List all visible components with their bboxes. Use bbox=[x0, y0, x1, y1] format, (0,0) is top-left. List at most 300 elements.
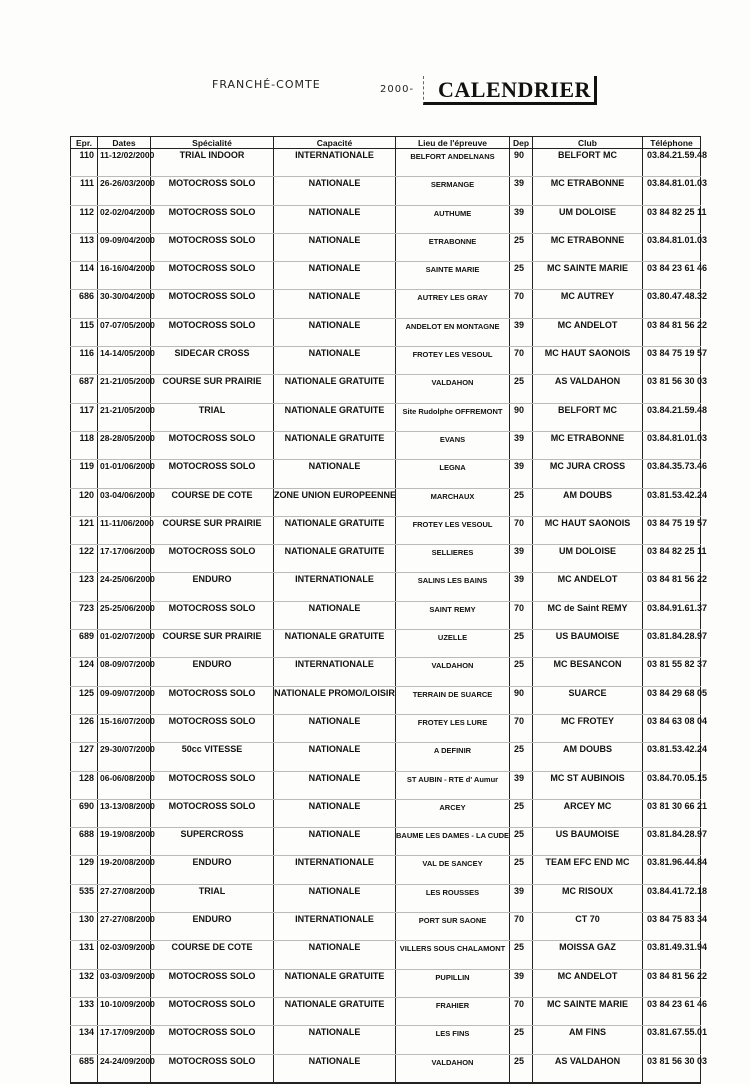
cell-dep: 70 bbox=[510, 290, 533, 318]
cell-specialite: 50cc VITESSE bbox=[151, 743, 274, 771]
cell-epr: 687 bbox=[71, 375, 98, 403]
cell-telephone: 03.81.96.44.84 bbox=[643, 856, 701, 884]
cell-lieu: FROTEY LES LURE bbox=[396, 714, 510, 742]
cell-club: BELFORT MC bbox=[533, 149, 643, 177]
cell-dates: 27-27/08/2000 bbox=[98, 913, 151, 941]
cell-specialite: MOTOCROSS SOLO bbox=[151, 771, 274, 799]
cell-lieu: PORT SUR SAONE bbox=[396, 913, 510, 941]
table-row bbox=[71, 347, 701, 375]
cell-telephone: 03.81.67.55.01 bbox=[643, 1026, 701, 1054]
cell-specialite: COURSE SUR PRAIRIE bbox=[151, 375, 274, 403]
cell-telephone: 03 84 29 68 05 bbox=[643, 686, 701, 714]
cell-epr: 120 bbox=[71, 488, 98, 516]
cell-specialite: MOTOCROSS SOLO bbox=[151, 262, 274, 290]
cell-capacite: NATIONALE bbox=[274, 347, 396, 375]
cell-lieu: MARCHAUX bbox=[396, 488, 510, 516]
cell-dep: 70 bbox=[510, 997, 533, 1025]
cell-specialite: COURSE SUR PRAIRIE bbox=[151, 516, 274, 544]
cell-dates: 08-09/07/2000 bbox=[98, 658, 151, 686]
cell-dep: 39 bbox=[510, 177, 533, 205]
cell-telephone: 03 84 81 56 22 bbox=[643, 969, 701, 997]
cell-specialite: MOTOCROSS SOLO bbox=[151, 997, 274, 1025]
table-row bbox=[71, 884, 701, 912]
cell-capacite: NATIONALE bbox=[274, 1054, 396, 1083]
cell-dep: 70 bbox=[510, 601, 533, 629]
cell-capacite: NATIONALE bbox=[274, 233, 396, 261]
table-header-row bbox=[71, 137, 701, 149]
cell-telephone: 03 84 75 83 34 bbox=[643, 913, 701, 941]
cell-epr: 685 bbox=[71, 1054, 98, 1083]
cell-dates: 19-20/08/2000 bbox=[98, 856, 151, 884]
cell-dep: 70 bbox=[510, 913, 533, 941]
col-header-epr: Epr. bbox=[71, 137, 98, 149]
cell-dep: 90 bbox=[510, 149, 533, 177]
cell-lieu: SERMANGE bbox=[396, 177, 510, 205]
cell-club: MC SAINTE MARIE bbox=[533, 262, 643, 290]
cell-telephone: 03 84 81 56 22 bbox=[643, 573, 701, 601]
page-title: CALENDRIER bbox=[438, 77, 591, 102]
cell-capacite: INTERNATIONALE bbox=[274, 149, 396, 177]
cell-lieu: BELFORT ANDELNANS bbox=[396, 149, 510, 177]
cell-epr: 110 bbox=[71, 149, 98, 177]
cell-capacite: NATIONALE bbox=[274, 318, 396, 346]
calendar-table bbox=[70, 136, 708, 1084]
cell-capacite: NATIONALE bbox=[274, 177, 396, 205]
cell-telephone: 03 81 56 30 03 bbox=[643, 1054, 701, 1083]
cell-club: UM DOLOISE bbox=[533, 205, 643, 233]
cell-dep: 39 bbox=[510, 884, 533, 912]
cell-specialite: MOTOCROSS SOLO bbox=[151, 686, 274, 714]
cell-dates: 17-17/09/2000 bbox=[98, 1026, 151, 1054]
cell-epr: 690 bbox=[71, 799, 98, 827]
cell-capacite: NATIONALE bbox=[274, 714, 396, 742]
cell-dep: 39 bbox=[510, 969, 533, 997]
cell-capacite: NATIONALE bbox=[274, 884, 396, 912]
table-row bbox=[71, 601, 701, 629]
cell-club: BELFORT MC bbox=[533, 403, 643, 431]
table-row bbox=[71, 545, 701, 573]
cell-specialite: ENDURO bbox=[151, 573, 274, 601]
cell-capacite: NATIONALE bbox=[274, 1026, 396, 1054]
col-header-capacite: Capacité bbox=[274, 137, 396, 149]
cell-capacite: NATIONALE bbox=[274, 460, 396, 488]
cell-dep: 70 bbox=[510, 516, 533, 544]
cell-club: MC ETRABONNE bbox=[533, 431, 643, 459]
table-row bbox=[71, 262, 701, 290]
cell-specialite: MOTOCROSS SOLO bbox=[151, 290, 274, 318]
cell-specialite: ENDURO bbox=[151, 658, 274, 686]
cell-telephone: 03 84 63 08 04 bbox=[643, 714, 701, 742]
cell-telephone: 03.84.81.01.03 bbox=[643, 177, 701, 205]
cell-specialite: TRIAL INDOOR bbox=[151, 149, 274, 177]
cell-dep: 39 bbox=[510, 573, 533, 601]
cell-specialite: MOTOCROSS SOLO bbox=[151, 799, 274, 827]
handwritten-year: 2000- bbox=[380, 84, 415, 95]
cell-epr: 134 bbox=[71, 1026, 98, 1054]
cell-dates: 24-25/06/2000 bbox=[98, 573, 151, 601]
cell-club: MC ANDELOT bbox=[533, 573, 643, 601]
cell-telephone: 03.81.84.28.97 bbox=[643, 630, 701, 658]
cell-dates: 02-03/09/2000 bbox=[98, 941, 151, 969]
cell-specialite: MOTOCROSS SOLO bbox=[151, 545, 274, 573]
cell-lieu: SAINT REMY bbox=[396, 601, 510, 629]
cell-epr: 122 bbox=[71, 545, 98, 573]
cell-lieu: A DEFINIR bbox=[396, 743, 510, 771]
cell-lieu: FROTEY LES VESOUL bbox=[396, 516, 510, 544]
cell-capacite: INTERNATIONALE bbox=[274, 573, 396, 601]
cell-club: AM DOUBS bbox=[533, 488, 643, 516]
cell-dep: 39 bbox=[510, 431, 533, 459]
table-row bbox=[71, 573, 701, 601]
cell-club: MC HAUT SAONOIS bbox=[533, 347, 643, 375]
cell-telephone: 03 81 30 66 21 bbox=[643, 799, 701, 827]
cell-dates: 25-25/06/2000 bbox=[98, 601, 151, 629]
cell-dep: 39 bbox=[510, 205, 533, 233]
cell-specialite: ENDURO bbox=[151, 913, 274, 941]
cell-dates: 11-12/02/2000 bbox=[98, 149, 151, 177]
cell-epr: 123 bbox=[71, 573, 98, 601]
cell-epr: 126 bbox=[71, 714, 98, 742]
cell-epr: 115 bbox=[71, 318, 98, 346]
cell-lieu: VALDAHON bbox=[396, 1054, 510, 1083]
table-row bbox=[71, 686, 701, 714]
cell-club: TEAM EFC END MC bbox=[533, 856, 643, 884]
cell-epr: 119 bbox=[71, 460, 98, 488]
cell-dates: 03-03/09/2000 bbox=[98, 969, 151, 997]
cell-dep: 25 bbox=[510, 856, 533, 884]
cell-epr: 111 bbox=[71, 177, 98, 205]
table-row bbox=[71, 1054, 701, 1083]
cell-epr: 116 bbox=[71, 347, 98, 375]
cell-club: MC AUTREY bbox=[533, 290, 643, 318]
cell-lieu: FRAHIER bbox=[396, 997, 510, 1025]
cell-specialite: MOTOCROSS SOLO bbox=[151, 205, 274, 233]
cell-telephone: 03.84.21.59.48 bbox=[643, 403, 701, 431]
cell-dates: 06-06/08/2000 bbox=[98, 771, 151, 799]
cell-epr: 118 bbox=[71, 431, 98, 459]
cell-capacite: INTERNATIONALE bbox=[274, 856, 396, 884]
table-row bbox=[71, 318, 701, 346]
cell-lieu: ANDELOT EN MONTAGNE bbox=[396, 318, 510, 346]
table-row bbox=[71, 714, 701, 742]
cell-epr: 686 bbox=[71, 290, 98, 318]
cell-lieu: TERRAIN DE SUARCE bbox=[396, 686, 510, 714]
cell-dates: 21-21/05/2000 bbox=[98, 403, 151, 431]
cell-specialite: TRIAL bbox=[151, 403, 274, 431]
table-row bbox=[71, 913, 701, 941]
cell-dates: 02-02/04/2000 bbox=[98, 205, 151, 233]
cell-capacite: NATIONALE bbox=[274, 828, 396, 856]
cell-specialite: MOTOCROSS SOLO bbox=[151, 233, 274, 261]
cell-dates: 01-01/06/2000 bbox=[98, 460, 151, 488]
cell-dates: 21-21/05/2000 bbox=[98, 375, 151, 403]
cell-lieu: SELLIERES bbox=[396, 545, 510, 573]
cell-telephone: 03.81.84.28.97 bbox=[643, 828, 701, 856]
cell-epr: 688 bbox=[71, 828, 98, 856]
cell-lieu: VILLERS SOUS CHALAMONT bbox=[396, 941, 510, 969]
cell-epr: 130 bbox=[71, 913, 98, 941]
cell-capacite: NATIONALE GRATUITE bbox=[274, 375, 396, 403]
cell-epr: 113 bbox=[71, 233, 98, 261]
cell-club: US BAUMOISE bbox=[533, 828, 643, 856]
cell-dep: 25 bbox=[510, 233, 533, 261]
col-header-telephone: Téléphone bbox=[643, 137, 701, 149]
cell-club: MC ANDELOT bbox=[533, 318, 643, 346]
table-row bbox=[71, 771, 701, 799]
cell-club: MC JURA CROSS bbox=[533, 460, 643, 488]
cell-dates: 17-17/06/2000 bbox=[98, 545, 151, 573]
cell-club: AS VALDAHON bbox=[533, 1054, 643, 1083]
col-header-specialite: Spécialité bbox=[151, 137, 274, 149]
cell-dates: 07-07/05/2000 bbox=[98, 318, 151, 346]
cell-dep: 39 bbox=[510, 318, 533, 346]
table-row bbox=[71, 828, 701, 856]
cell-lieu: SAINTE MARIE bbox=[396, 262, 510, 290]
table-row bbox=[71, 743, 701, 771]
cell-specialite: COURSE DE COTE bbox=[151, 488, 274, 516]
cell-telephone: 03 84 75 19 57 bbox=[643, 347, 701, 375]
cell-telephone: 03 84 75 19 57 bbox=[643, 516, 701, 544]
cell-specialite: MOTOCROSS SOLO bbox=[151, 1054, 274, 1083]
cell-telephone: 03.84.70.05.15 bbox=[643, 771, 701, 799]
cell-lieu: FROTEY LES VESOUL bbox=[396, 347, 510, 375]
table-row bbox=[71, 205, 701, 233]
cell-lieu: VAL DE SANCEY bbox=[396, 856, 510, 884]
cell-club: MC ETRABONNE bbox=[533, 233, 643, 261]
cell-specialite: TRIAL bbox=[151, 884, 274, 912]
cell-capacite: NATIONALE GRATUITE bbox=[274, 403, 396, 431]
table-row bbox=[71, 630, 701, 658]
cell-dates: 13-13/08/2000 bbox=[98, 799, 151, 827]
table-row bbox=[71, 969, 701, 997]
col-header-club: Club bbox=[533, 137, 643, 149]
table-row bbox=[71, 431, 701, 459]
cell-epr: 127 bbox=[71, 743, 98, 771]
cell-epr: 132 bbox=[71, 969, 98, 997]
cell-club: MOISSA GAZ bbox=[533, 941, 643, 969]
cell-club: MC FROTEY bbox=[533, 714, 643, 742]
cell-specialite: MOTOCROSS SOLO bbox=[151, 714, 274, 742]
cell-lieu: LES ROUSSES bbox=[396, 884, 510, 912]
cell-club: AM DOUBS bbox=[533, 743, 643, 771]
cell-club: MC SAINTE MARIE bbox=[533, 997, 643, 1025]
table-row bbox=[71, 149, 701, 177]
table-row bbox=[71, 941, 701, 969]
cell-epr: 112 bbox=[71, 205, 98, 233]
cell-dep: 25 bbox=[510, 828, 533, 856]
cell-lieu: ST AUBIN - RTE d' Aumur bbox=[396, 771, 510, 799]
cell-dates: 03-04/06/2000 bbox=[98, 488, 151, 516]
col-header-dep: Dep bbox=[510, 137, 533, 149]
cell-epr: 121 bbox=[71, 516, 98, 544]
cell-telephone: 03 84 23 61 46 bbox=[643, 997, 701, 1025]
cell-epr: 128 bbox=[71, 771, 98, 799]
cell-lieu: EVANS bbox=[396, 431, 510, 459]
cell-dates: 29-30/07/2000 bbox=[98, 743, 151, 771]
cell-dep: 39 bbox=[510, 460, 533, 488]
table-row bbox=[71, 1026, 701, 1054]
cell-lieu: VALDAHON bbox=[396, 375, 510, 403]
cell-epr: 124 bbox=[71, 658, 98, 686]
cell-specialite: MOTOCROSS SOLO bbox=[151, 1026, 274, 1054]
cell-capacite: NATIONALE GRATUITE bbox=[274, 545, 396, 573]
cell-telephone: 03 84 82 25 11 bbox=[643, 545, 701, 573]
cell-club: US BAUMOISE bbox=[533, 630, 643, 658]
cell-dep: 25 bbox=[510, 941, 533, 969]
cell-club: MC BESANCON bbox=[533, 658, 643, 686]
cell-dep: 25 bbox=[510, 1026, 533, 1054]
cell-telephone: 03.84.21.59.48 bbox=[643, 149, 701, 177]
cell-capacite: NATIONALE bbox=[274, 941, 396, 969]
cell-telephone: 03.84.41.72.18 bbox=[643, 884, 701, 912]
cell-epr: 131 bbox=[71, 941, 98, 969]
cell-telephone: 03.80.47.48.32 bbox=[643, 290, 701, 318]
cell-specialite: SIDECAR CROSS bbox=[151, 347, 274, 375]
cell-capacite: NATIONALE bbox=[274, 290, 396, 318]
cell-capacite: ZONE UNION EUROPEENNE bbox=[274, 488, 396, 516]
cell-dep: 25 bbox=[510, 375, 533, 403]
cell-dates: 14-14/05/2000 bbox=[98, 347, 151, 375]
cell-dep: 70 bbox=[510, 714, 533, 742]
table-row bbox=[71, 488, 701, 516]
cell-telephone: 03.84.35.73.46 bbox=[643, 460, 701, 488]
cell-club: MC RISOUX bbox=[533, 884, 643, 912]
cell-dates: 27-27/08/2000 bbox=[98, 884, 151, 912]
col-header-lieu: Lieu de l'épreuve bbox=[396, 137, 510, 149]
cell-telephone: 03 84 82 25 11 bbox=[643, 205, 701, 233]
cell-lieu: UZELLE bbox=[396, 630, 510, 658]
cell-dates: 26-26/03/2000 bbox=[98, 177, 151, 205]
cell-epr: 133 bbox=[71, 997, 98, 1025]
cell-dates: 28-28/05/2000 bbox=[98, 431, 151, 459]
cell-club: CT 70 bbox=[533, 913, 643, 941]
cell-capacite: NATIONALE bbox=[274, 799, 396, 827]
cell-capacite: NATIONALE bbox=[274, 205, 396, 233]
cell-specialite: MOTOCROSS SOLO bbox=[151, 431, 274, 459]
cell-telephone: 03 84 81 56 22 bbox=[643, 318, 701, 346]
cell-club: ARCEY MC bbox=[533, 799, 643, 827]
cell-lieu: AUTHUME bbox=[396, 205, 510, 233]
cell-telephone: 03.84.81.01.03 bbox=[643, 233, 701, 261]
table-row bbox=[71, 658, 701, 686]
cell-dep: 39 bbox=[510, 771, 533, 799]
handwritten-region: FRANCHÉ-COMTE bbox=[212, 78, 321, 91]
cell-lieu: LES FINS bbox=[396, 1026, 510, 1054]
cell-telephone: 03.81.49.31.94 bbox=[643, 941, 701, 969]
cell-specialite: SUPERCROSS bbox=[151, 828, 274, 856]
cell-club: MC HAUT SAONOIS bbox=[533, 516, 643, 544]
cell-capacite: NATIONALE PROMO/LOISIR bbox=[274, 686, 396, 714]
cell-club: MC ANDELOT bbox=[533, 969, 643, 997]
cell-capacite: NATIONALE GRATUITE bbox=[274, 997, 396, 1025]
cell-dates: 11-11/06/2000 bbox=[98, 516, 151, 544]
cell-club: MC ST AUBINOIS bbox=[533, 771, 643, 799]
cell-telephone: 03.81.53.42.24 bbox=[643, 743, 701, 771]
cell-dates: 09-09/07/2000 bbox=[98, 686, 151, 714]
table-row bbox=[71, 516, 701, 544]
cell-club: UM DOLOISE bbox=[533, 545, 643, 573]
cell-lieu: BAUME LES DAMES - LA CUDE bbox=[396, 828, 510, 856]
cell-dep: 70 bbox=[510, 347, 533, 375]
cell-dates: 30-30/04/2000 bbox=[98, 290, 151, 318]
cell-capacite: NATIONALE bbox=[274, 743, 396, 771]
cell-specialite: MOTOCROSS SOLO bbox=[151, 460, 274, 488]
cell-club: MC de Saint REMY bbox=[533, 601, 643, 629]
cell-lieu: ETRABONNE bbox=[396, 233, 510, 261]
cell-specialite: ENDURO bbox=[151, 856, 274, 884]
cell-dep: 25 bbox=[510, 630, 533, 658]
table-row bbox=[71, 403, 701, 431]
cell-lieu: LEGNA bbox=[396, 460, 510, 488]
cell-dep: 25 bbox=[510, 658, 533, 686]
cell-capacite: INTERNATIONALE bbox=[274, 913, 396, 941]
cell-capacite: NATIONALE bbox=[274, 262, 396, 290]
cell-epr: 125 bbox=[71, 686, 98, 714]
cell-lieu: SALINS LES BAINS bbox=[396, 573, 510, 601]
col-header-dates: Dates bbox=[98, 137, 151, 149]
cell-club: AM FINS bbox=[533, 1026, 643, 1054]
cell-capacite: NATIONALE GRATUITE bbox=[274, 630, 396, 658]
cell-telephone: 03.84.91.61.37 bbox=[643, 601, 701, 629]
cell-epr: 114 bbox=[71, 262, 98, 290]
cell-epr: 689 bbox=[71, 630, 98, 658]
cell-specialite: MOTOCROSS SOLO bbox=[151, 969, 274, 997]
cell-epr: 117 bbox=[71, 403, 98, 431]
cell-epr: 129 bbox=[71, 856, 98, 884]
cell-dep: 90 bbox=[510, 403, 533, 431]
cell-capacite: NATIONALE bbox=[274, 771, 396, 799]
cell-club: SUARCE bbox=[533, 686, 643, 714]
cell-dep: 25 bbox=[510, 488, 533, 516]
table-row bbox=[71, 997, 701, 1025]
cell-specialite: MOTOCROSS SOLO bbox=[151, 601, 274, 629]
cell-dates: 24-24/09/2000 bbox=[98, 1054, 151, 1083]
cell-epr: 723 bbox=[71, 601, 98, 629]
cell-club: MC ETRABONNE bbox=[533, 177, 643, 205]
table-row bbox=[71, 233, 701, 261]
cell-lieu: AUTREY LES GRAY bbox=[396, 290, 510, 318]
cell-specialite: COURSE SUR PRAIRIE bbox=[151, 630, 274, 658]
cell-dates: 01-02/07/2000 bbox=[98, 630, 151, 658]
cell-dates: 19-19/08/2000 bbox=[98, 828, 151, 856]
cell-lieu: ARCEY bbox=[396, 799, 510, 827]
cell-telephone: 03 81 55 82 37 bbox=[643, 658, 701, 686]
cell-dates: 09-09/04/2000 bbox=[98, 233, 151, 261]
table-row bbox=[71, 290, 701, 318]
cell-telephone: 03.84.81.01.03 bbox=[643, 431, 701, 459]
cell-epr: 535 bbox=[71, 884, 98, 912]
cell-capacite: NATIONALE GRATUITE bbox=[274, 969, 396, 997]
cell-specialite: MOTOCROSS SOLO bbox=[151, 177, 274, 205]
table-row bbox=[71, 177, 701, 205]
cell-dep: 90 bbox=[510, 686, 533, 714]
table-row bbox=[71, 460, 701, 488]
table-row bbox=[71, 856, 701, 884]
cell-dep: 25 bbox=[510, 799, 533, 827]
cell-telephone: 03.81.53.42.24 bbox=[643, 488, 701, 516]
cell-dep: 25 bbox=[510, 1054, 533, 1083]
cell-dep: 25 bbox=[510, 262, 533, 290]
cell-capacite: INTERNATIONALE bbox=[274, 658, 396, 686]
cell-specialite: COURSE DE COTE bbox=[151, 941, 274, 969]
cell-club: AS VALDAHON bbox=[533, 375, 643, 403]
cell-dep: 39 bbox=[510, 545, 533, 573]
cell-lieu: VALDAHON bbox=[396, 658, 510, 686]
cell-capacite: NATIONALE GRATUITE bbox=[274, 516, 396, 544]
cell-telephone: 03 84 23 61 46 bbox=[643, 262, 701, 290]
cell-capacite: NATIONALE bbox=[274, 601, 396, 629]
table-row bbox=[71, 799, 701, 827]
